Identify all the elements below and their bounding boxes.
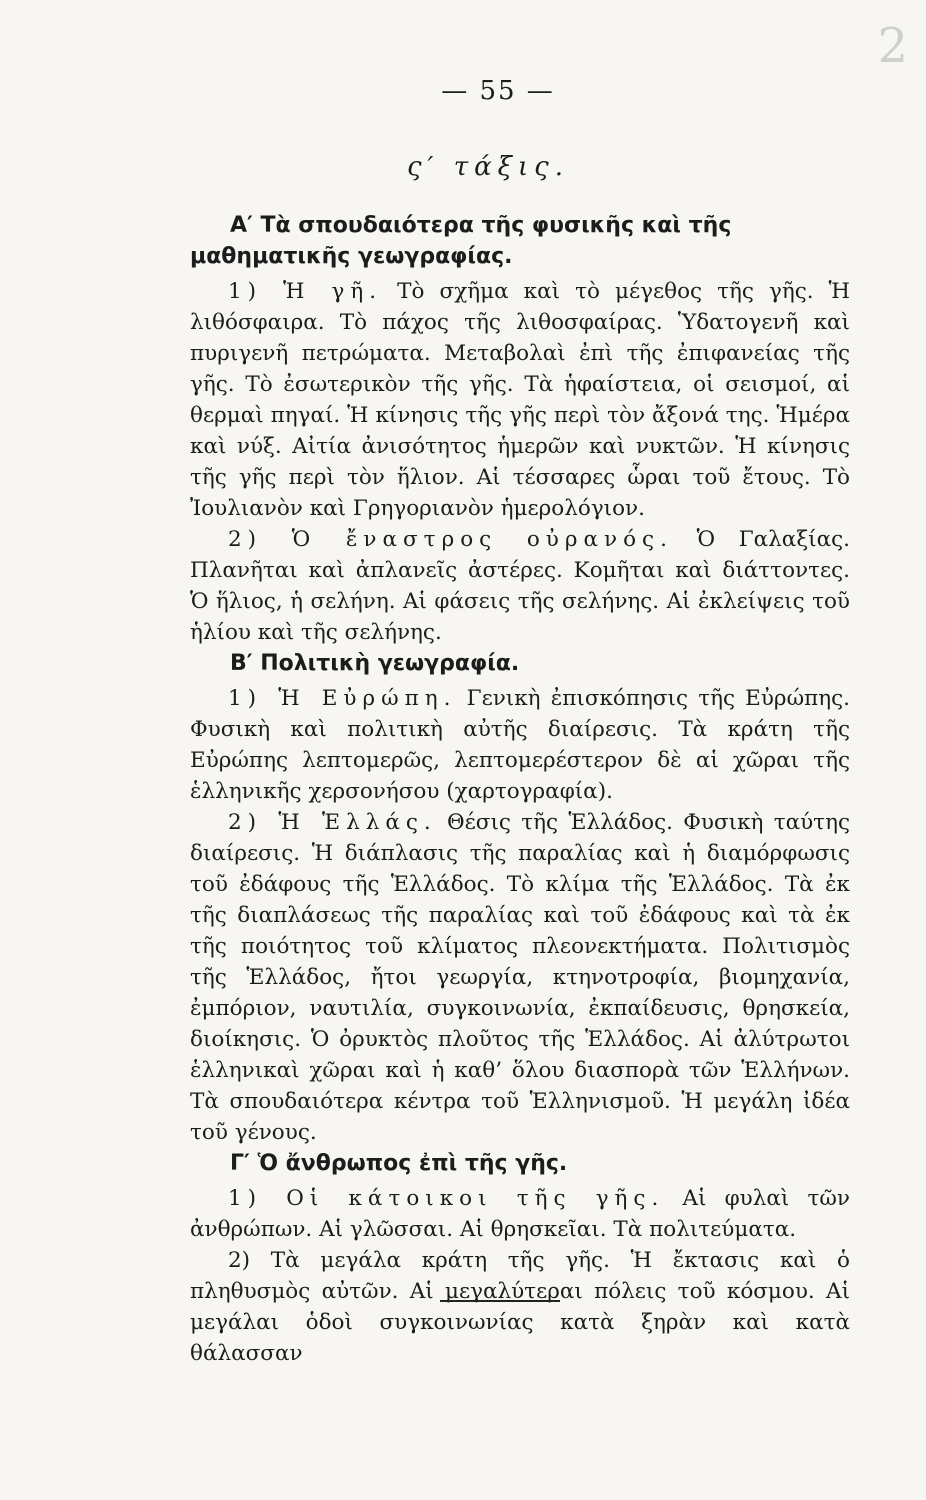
section-heading-c: Γ′ Ὁ ἄνθρωπος ἐπὶ τῆς γῆς. xyxy=(230,1151,568,1176)
paragraph-lead: 1) Ἡ Εὐρώπη. xyxy=(228,686,457,711)
paragraph-text: Γενικὴ ἐπισκόπησις τῆς Εὐρώπης. Φυσικὴ καὶ πολιτικὴ αὐτῆς διαίρεσις. Τὰ κράτη τῆς Εὐρώπης λεπτομερῶς, λεπτομερέστερον δὲ αἱ χῶραι τῆς ἑλληνικῆς χερσονήσου (χαρτογραφία). xyxy=(190,686,850,804)
paragraph-text: Θέσις τῆς Ἑλλάδος. Φυσικὴ ταύτης διαίρεσις. Ἡ διάπλασις τῆς παραλίας καὶ ἡ διαμόρφωσις τοῦ ἐδάφους τῆς Ἑλλάδος. Τὸ κλίμα τῆς Ἑλλάδος. Τὰ ἐκ τῆς διαπλάσεως τῆς παραλίας καὶ τοῦ ἐδάφους καὶ τὰ ἐκ τῆς ποιότητος τοῦ κλίματος πλεονεκτήματα. Πολιτισμὸς τῆς Ἑλλάδος, ἤτοι γεωργία, κτηνοτροφία, βιομηχανία, ἐμπόριον, ναυτιλία, συγκοινωνία, ἐκπαίδευσις, θρησκεία, διοίκησις. Ὁ ὀρυκτὸς πλοῦτος τῆς Ἑλλάδος. Αἱ ἀλύτρωτοι ἑλληνικαὶ χῶραι καὶ ἡ καθ’ ὅλου διασπορὰ τῶν Ἑλλήνων. Τὰ σπουδαιότερα κέντρα τοῦ Ἑλληνισμοῦ. Ἡ μεγάλη ἰδέα τοῦ γένους. xyxy=(190,810,850,1145)
section-heading-a: Α′ Τὰ σπουδαιότερα τῆς φυσικῆς καὶ τῆς μαθηματικῆς γεωγραφίας. xyxy=(190,213,732,269)
paragraph-lead: 1) Ἡ γῆ. xyxy=(228,279,383,304)
end-rule-divider xyxy=(440,1300,560,1302)
paragraph xyxy=(190,1245,850,1369)
paragraph-text: Τὸ σχῆμα καὶ τὸ μέγεθος τῆς γῆς. Ἡ λιθόσφαιρα. Τὸ πάχος τῆς λιθοσφαίρας. Ὑδατογενῆ καὶ πυριγενῆ πετρώματα. Μεταβολαὶ ἐπὶ τῆς ἐπιφανείας τῆς γῆς. Τὸ ἐσωτερικὸν τῆς γῆς. Τὰ ἡφαίστεια, οἱ σεισμοί, αἱ θερμαὶ πηγαί. Ἡ κίνησις τῆς γῆς περὶ τὸν ἄξονά της. Ἡμέρα καὶ νύξ. Αἰτία ἀνισότητος ἡμερῶν καὶ νυκτῶν. Ἡ κίνησις τῆς γῆς περὶ τὸν ἥλιον. Αἱ τέσσαρες ὧραι τοῦ ἔτους. Τὸ Ἰουλιανὸν καὶ Γρηγοριανὸν ἡμερολόγιον. xyxy=(190,279,851,521)
paragraph xyxy=(190,807,850,1148)
paragraph-text: Ὁ Γαλαξίας. Πλανῆται καὶ ἀπλανεῖς ἀστέρες. Κομῆται καὶ διάττοντες. Ὁ ἥλιος, ἡ σελήνη. Αἱ φάσεις τῆς σελήνης. Αἱ ἐκλείψεις τοῦ ἡλίου καὶ τῆς σελήνης. xyxy=(190,527,850,645)
paragraph-lead: 1) Οἱ κάτοικοι τῆς γῆς. xyxy=(228,1186,665,1211)
page-content xyxy=(190,210,850,1369)
paragraph xyxy=(190,683,850,807)
corner-pencil-mark: 2 xyxy=(877,18,908,74)
paragraph xyxy=(190,276,850,524)
paragraph-lead: 2) Ἡ Ἑλλάς. xyxy=(228,810,437,835)
class-title: ς′ τάξις. xyxy=(406,152,569,182)
section-heading-b: Β′ Πολιτικὴ γεωγραφία. xyxy=(230,651,520,676)
paragraph xyxy=(190,1183,850,1245)
paragraph-text: 2) Τὰ μεγάλα κράτη τῆς γῆς. Ἡ ἔκτασις καὶ ὁ πληθυσμὸς αὐτῶν. Αἱ μεγαλύτεραι πόλεις τοῦ κόσμου. Αἱ μεγάλαι ὁδοὶ συγκοινωνίας κατὰ ξηρὰν καὶ κατὰ θάλασσαν xyxy=(190,1248,850,1366)
paragraph xyxy=(190,524,850,648)
paragraph-text: Αἱ φυλαὶ τῶν ἀνθρώπων. Αἱ γλῶσσαι. Αἱ θρησκεῖαι. Τὰ πολιτεύματα. xyxy=(190,1186,851,1242)
paragraph-lead: 2) Ὁ ἔναστρος οὐρανός. xyxy=(228,527,673,552)
page-number: — 55 — xyxy=(441,76,555,106)
